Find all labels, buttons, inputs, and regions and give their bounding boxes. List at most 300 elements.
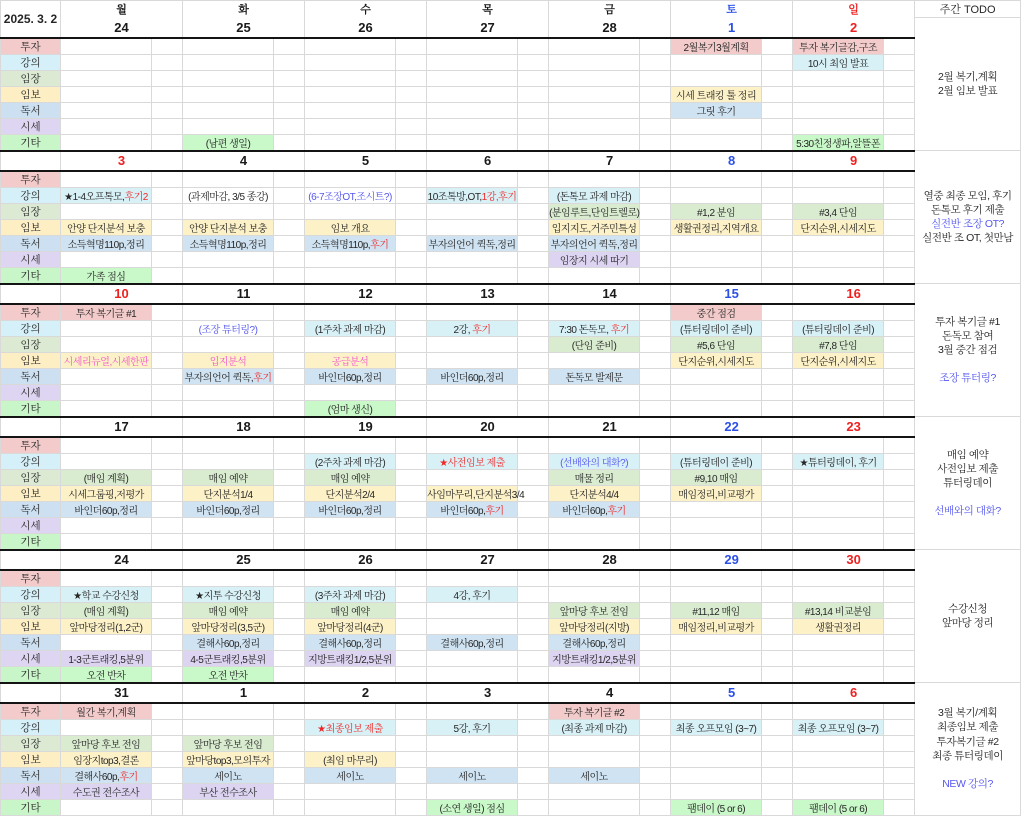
todo-cell[interactable]: 투자 복기글 #1 돈독모 참여 3월 중간 점검 조장 튜터링? [915,284,1021,417]
spacer-cell[interactable] [518,533,549,550]
date-cell[interactable]: 28 [549,550,671,570]
spacer-cell[interactable] [396,469,427,485]
spacer-cell[interactable] [762,703,793,720]
spacer-cell[interactable] [152,54,183,70]
day-cell[interactable] [793,634,884,650]
day-cell[interactable] [793,102,884,118]
spacer-cell[interactable] [274,118,305,134]
spacer-cell[interactable] [884,751,915,767]
day-cell[interactable] [793,751,884,767]
spacer-cell[interactable] [152,517,183,533]
day-cell[interactable] [305,703,396,720]
spacer-cell[interactable] [152,118,183,134]
day-cell[interactable]: 투자 복기글 #2 [549,703,640,720]
day-cell[interactable]: 매임 예약 [305,469,396,485]
spacer-cell[interactable] [884,719,915,735]
day-cell[interactable] [549,517,640,533]
day-cell[interactable] [793,187,884,203]
spacer-cell[interactable] [274,54,305,70]
day-cell[interactable]: ★지투 수강신청 [183,586,274,602]
spacer-cell[interactable] [396,251,427,267]
day-cell[interactable]: (매임 계획) [61,469,152,485]
spacer-cell[interactable] [518,171,549,188]
day-cell[interactable] [61,368,152,384]
spacer-cell[interactable] [884,352,915,368]
date-cell[interactable]: 28 [549,18,671,38]
spacer-cell[interactable] [518,437,549,454]
day-cell[interactable] [61,102,152,118]
day-cell[interactable] [61,320,152,336]
date-cell[interactable]: 24 [61,550,183,570]
spacer-cell[interactable] [762,368,793,384]
spacer-cell[interactable] [518,735,549,751]
day-cell[interactable] [183,719,274,735]
spacer-cell[interactable] [274,783,305,799]
date-cell[interactable]: 26 [305,18,427,38]
day-cell[interactable] [61,134,152,151]
day-cell[interactable]: 소득혁명110p,정리 [183,235,274,251]
spacer-cell[interactable] [518,86,549,102]
spacer-cell[interactable] [152,235,183,251]
day-cell[interactable] [427,352,518,368]
day-cell[interactable] [183,102,274,118]
day-cell[interactable] [61,86,152,102]
day-cell[interactable]: (튜터링데이 준비) [671,320,762,336]
day-cell[interactable]: 오전 반차 [61,666,152,683]
day-cell[interactable]: 생활권정리 [793,618,884,634]
date-cell[interactable]: 2 [305,683,427,703]
day-cell[interactable]: 가족 점심 [61,267,152,284]
day-cell[interactable] [793,650,884,666]
day-cell[interactable]: 안양 단지분석 보충 [183,219,274,235]
day-cell[interactable] [671,751,762,767]
spacer-cell[interactable] [396,38,427,55]
day-cell[interactable] [671,703,762,720]
date-cell[interactable]: 26 [305,550,427,570]
spacer-cell[interactable] [396,618,427,634]
spacer-cell[interactable] [884,735,915,751]
spacer-cell[interactable] [762,751,793,767]
day-cell[interactable]: 부자의언어 퀵독,후기 [183,368,274,384]
day-cell[interactable]: #7,8 단임 [793,336,884,352]
spacer-cell[interactable] [640,384,671,400]
day-cell[interactable] [183,336,274,352]
spacer-cell[interactable] [884,783,915,799]
spacer-cell[interactable] [518,618,549,634]
day-cell[interactable] [549,437,640,454]
day-cell[interactable]: 매임 예약 [305,602,396,618]
day-cell[interactable] [427,735,518,751]
day-cell[interactable] [549,38,640,55]
day-cell[interactable]: 바인더60p,정리 [305,368,396,384]
spacer-cell[interactable] [640,320,671,336]
day-cell[interactable] [671,634,762,650]
spacer-cell[interactable] [640,352,671,368]
spacer-cell[interactable] [274,735,305,751]
spacer-cell[interactable] [396,751,427,767]
day-cell[interactable] [183,453,274,469]
spacer-cell[interactable] [396,485,427,501]
day-cell[interactable]: (3주차 과제 마감) [305,586,396,602]
spacer-cell[interactable] [518,384,549,400]
spacer-cell[interactable] [274,134,305,151]
spacer-cell[interactable] [396,203,427,219]
date-cell[interactable]: 4 [549,683,671,703]
spacer-cell[interactable] [518,219,549,235]
spacer-cell[interactable] [152,634,183,650]
day-cell[interactable] [793,304,884,321]
spacer-cell[interactable] [640,171,671,188]
spacer-cell[interactable] [884,384,915,400]
spacer-cell[interactable] [274,533,305,550]
day-cell[interactable] [549,70,640,86]
spacer-cell[interactable] [884,437,915,454]
day-cell[interactable]: 앞마당정리(3,5군) [183,618,274,634]
spacer-cell[interactable] [274,469,305,485]
spacer-cell[interactable] [518,719,549,735]
date-cell[interactable]: 6 [427,151,549,171]
day-cell[interactable]: 바인더60p,후기 [427,501,518,517]
day-cell[interactable]: 10조톡방,OT,1강,후기 [427,187,518,203]
date-cell[interactable]: 10 [61,284,183,304]
date-cell[interactable]: 2 [793,18,915,38]
spacer-cell[interactable] [518,102,549,118]
spacer-cell[interactable] [396,86,427,102]
day-cell[interactable] [183,517,274,533]
day-cell[interactable]: 최종 오프모임 (3~7) [793,719,884,735]
day-cell[interactable]: 투자 복기글 #1 [61,304,152,321]
day-cell[interactable] [61,634,152,650]
day-cell[interactable]: 수도권 전수조사 [61,783,152,799]
date-cell[interactable]: 27 [427,18,549,38]
day-cell[interactable] [305,304,396,321]
day-cell[interactable] [549,533,640,550]
day-cell[interactable] [305,251,396,267]
spacer-cell[interactable] [884,235,915,251]
spacer-cell[interactable] [152,570,183,587]
spacer-cell[interactable] [640,586,671,602]
spacer-cell[interactable] [762,70,793,86]
spacer-cell[interactable] [762,437,793,454]
spacer-cell[interactable] [396,352,427,368]
day-cell[interactable] [427,650,518,666]
day-cell[interactable] [549,586,640,602]
day-cell[interactable] [183,203,274,219]
spacer-cell[interactable] [518,304,549,321]
date-cell[interactable]: 22 [671,417,793,437]
spacer-cell[interactable] [518,453,549,469]
spacer-cell[interactable] [640,719,671,735]
day-cell[interactable]: ★학교 수강신청 [61,586,152,602]
day-cell[interactable] [671,368,762,384]
day-cell[interactable] [793,533,884,550]
day-cell[interactable] [671,400,762,417]
day-cell[interactable]: 매임정리,비교평가 [671,618,762,634]
day-cell[interactable] [305,54,396,70]
day-cell[interactable]: ★최종임보 제출 [305,719,396,735]
day-cell[interactable] [427,783,518,799]
day-cell[interactable] [671,251,762,267]
spacer-cell[interactable] [152,703,183,720]
day-cell[interactable]: (2주차 과제 마감) [305,453,396,469]
spacer-cell[interactable] [518,602,549,618]
day-cell[interactable] [549,751,640,767]
spacer-cell[interactable] [640,703,671,720]
date-cell[interactable]: 12 [305,284,427,304]
spacer-cell[interactable] [640,70,671,86]
day-cell[interactable] [61,719,152,735]
spacer-cell[interactable] [396,384,427,400]
day-cell[interactable] [549,171,640,188]
spacer-cell[interactable] [274,634,305,650]
spacer-cell[interactable] [884,469,915,485]
spacer-cell[interactable] [762,618,793,634]
day-cell[interactable]: #11,12 매임 [671,602,762,618]
spacer-cell[interactable] [640,751,671,767]
day-cell[interactable] [305,336,396,352]
spacer-cell[interactable] [884,767,915,783]
spacer-cell[interactable] [396,54,427,70]
day-cell[interactable] [671,437,762,454]
day-cell[interactable] [793,235,884,251]
day-cell[interactable] [61,171,152,188]
day-cell[interactable]: 소득혁명110p,후기 [305,235,396,251]
day-cell[interactable] [427,267,518,284]
day-cell[interactable] [793,485,884,501]
day-cell[interactable]: 돈독모 발제문 [549,368,640,384]
day-cell[interactable] [183,400,274,417]
spacer-cell[interactable] [884,134,915,151]
spacer-cell[interactable] [762,171,793,188]
spacer-cell[interactable] [396,304,427,321]
day-cell[interactable] [427,666,518,683]
day-cell[interactable] [305,102,396,118]
spacer-cell[interactable] [640,86,671,102]
day-cell[interactable]: (과제마감, 3/5 종강) [183,187,274,203]
spacer-cell[interactable] [152,171,183,188]
day-cell[interactable]: 안양 단지분석 보충 [61,219,152,235]
spacer-cell[interactable] [884,453,915,469]
spacer-cell[interactable] [518,501,549,517]
day-cell[interactable] [427,437,518,454]
day-cell[interactable] [549,267,640,284]
day-cell[interactable] [427,336,518,352]
spacer-cell[interactable] [274,767,305,783]
day-cell[interactable] [427,384,518,400]
spacer-cell[interactable] [518,134,549,151]
spacer-cell[interactable] [640,187,671,203]
spacer-cell[interactable] [152,102,183,118]
day-cell[interactable] [671,650,762,666]
date-cell[interactable]: 1 [183,683,305,703]
spacer-cell[interactable] [884,171,915,188]
day-cell[interactable]: 세이노 [427,767,518,783]
spacer-cell[interactable] [396,118,427,134]
spacer-cell[interactable] [274,501,305,517]
spacer-cell[interactable] [640,437,671,454]
spacer-cell[interactable] [152,86,183,102]
day-cell[interactable]: 앞마당 후보 전임 [183,735,274,751]
day-cell[interactable] [427,118,518,134]
date-cell[interactable]: 25 [183,550,305,570]
day-cell[interactable]: 월간 복기,계획 [61,703,152,720]
day-cell[interactable]: 부자의언어 퀵독,정리 [427,235,518,251]
day-cell[interactable]: 단지분석4/4 [549,485,640,501]
spacer-cell[interactable] [274,453,305,469]
spacer-cell[interactable] [152,783,183,799]
spacer-cell[interactable] [152,352,183,368]
day-cell[interactable]: 결해사60p,후기 [61,767,152,783]
day-cell[interactable] [793,70,884,86]
spacer-cell[interactable] [274,352,305,368]
day-cell[interactable] [61,70,152,86]
spacer-cell[interactable] [396,602,427,618]
spacer-cell[interactable] [396,437,427,454]
day-cell[interactable] [793,783,884,799]
spacer-cell[interactable] [640,54,671,70]
day-cell[interactable] [427,171,518,188]
spacer-cell[interactable] [518,368,549,384]
spacer-cell[interactable] [152,453,183,469]
day-cell[interactable] [183,703,274,720]
date-cell[interactable]: 5 [305,151,427,171]
spacer-cell[interactable] [884,650,915,666]
day-cell[interactable]: 입지분석 [183,352,274,368]
spacer-cell[interactable] [884,533,915,550]
spacer-cell[interactable] [274,586,305,602]
day-cell[interactable] [671,267,762,284]
day-cell[interactable]: (엄마 생신) [305,400,396,417]
spacer-cell[interactable] [884,203,915,219]
spacer-cell[interactable] [640,767,671,783]
spacer-cell[interactable] [152,618,183,634]
date-cell[interactable]: 30 [793,550,915,570]
day-cell[interactable] [793,735,884,751]
spacer-cell[interactable] [762,799,793,815]
day-cell[interactable] [305,384,396,400]
spacer-cell[interactable] [884,38,915,55]
spacer-cell[interactable] [640,38,671,55]
day-cell[interactable]: 4강, 후기 [427,586,518,602]
spacer-cell[interactable] [274,251,305,267]
day-cell[interactable]: 앞마당top3,모의투자 [183,751,274,767]
spacer-cell[interactable] [396,219,427,235]
day-cell[interactable]: (6-7조장OT,조시트?) [305,187,396,203]
spacer-cell[interactable] [884,501,915,517]
date-cell[interactable]: 16 [793,284,915,304]
day-cell[interactable] [61,203,152,219]
day-cell[interactable]: 앞마당 후보 전임 [61,735,152,751]
date-cell[interactable]: 24 [61,18,183,38]
spacer-cell[interactable] [152,469,183,485]
day-cell[interactable] [305,171,396,188]
day-cell[interactable] [427,400,518,417]
spacer-cell[interactable] [274,267,305,284]
spacer-cell[interactable] [762,38,793,55]
day-cell[interactable] [793,767,884,783]
spacer-cell[interactable] [762,469,793,485]
spacer-cell[interactable] [762,586,793,602]
day-cell[interactable] [427,70,518,86]
day-cell[interactable] [183,304,274,321]
day-cell[interactable] [427,304,518,321]
day-cell[interactable]: 2강, 후기 [427,320,518,336]
date-cell[interactable]: 6 [793,683,915,703]
day-cell[interactable]: #5,6 단임 [671,336,762,352]
spacer-cell[interactable] [884,602,915,618]
day-cell[interactable]: 지방트래킹1/2,5분위 [549,650,640,666]
day-cell[interactable]: 오전 반차 [183,666,274,683]
spacer-cell[interactable] [152,304,183,321]
date-cell[interactable]: 15 [671,284,793,304]
spacer-cell[interactable] [762,650,793,666]
day-cell[interactable] [793,501,884,517]
day-cell[interactable] [427,54,518,70]
spacer-cell[interactable] [640,666,671,683]
spacer-cell[interactable] [152,602,183,618]
day-cell[interactable] [549,134,640,151]
day-cell[interactable]: 결해사60p,정리 [183,634,274,650]
spacer-cell[interactable] [518,469,549,485]
spacer-cell[interactable] [396,400,427,417]
spacer-cell[interactable] [152,187,183,203]
spacer-cell[interactable] [762,602,793,618]
day-cell[interactable]: (튜터링데이 준비) [671,453,762,469]
spacer-cell[interactable] [884,336,915,352]
spacer-cell[interactable] [274,320,305,336]
day-cell[interactable]: 바인더60p,정리 [183,501,274,517]
spacer-cell[interactable] [152,251,183,267]
day-cell[interactable]: (조장 튜터링?) [183,320,274,336]
day-cell[interactable] [671,171,762,188]
date-cell[interactable]: 19 [305,417,427,437]
day-cell[interactable] [549,86,640,102]
spacer-cell[interactable] [762,219,793,235]
day-cell[interactable] [549,666,640,683]
spacer-cell[interactable] [640,453,671,469]
spacer-cell[interactable] [884,400,915,417]
spacer-cell[interactable] [152,203,183,219]
day-cell[interactable] [549,799,640,815]
day-cell[interactable]: (남편 생일) [183,134,274,151]
day-cell[interactable]: 팸데이 (5 or 6) [671,799,762,815]
day-cell[interactable]: 단지분석1/4 [183,485,274,501]
spacer-cell[interactable] [396,570,427,587]
day-cell[interactable] [793,267,884,284]
day-cell[interactable]: (돈톡모 과제 마감) [549,187,640,203]
spacer-cell[interactable] [884,320,915,336]
day-cell[interactable] [549,735,640,751]
spacer-cell[interactable] [640,634,671,650]
spacer-cell[interactable] [152,735,183,751]
spacer-cell[interactable] [152,400,183,417]
day-cell[interactable] [305,267,396,284]
day-cell[interactable] [671,570,762,587]
day-cell[interactable]: 단지분석2/4 [305,485,396,501]
day-cell[interactable]: (단임 준비) [549,336,640,352]
day-cell[interactable] [61,437,152,454]
spacer-cell[interactable] [884,118,915,134]
spacer-cell[interactable] [640,602,671,618]
day-cell[interactable]: 공급분석 [305,352,396,368]
date-cell[interactable]: 20 [427,417,549,437]
day-cell[interactable] [183,570,274,587]
day-cell[interactable]: 단지순위,시세지도 [671,352,762,368]
day-cell[interactable]: 바인더60p,정리 [427,368,518,384]
spacer-cell[interactable] [274,70,305,86]
spacer-cell[interactable] [152,586,183,602]
day-cell[interactable] [549,352,640,368]
